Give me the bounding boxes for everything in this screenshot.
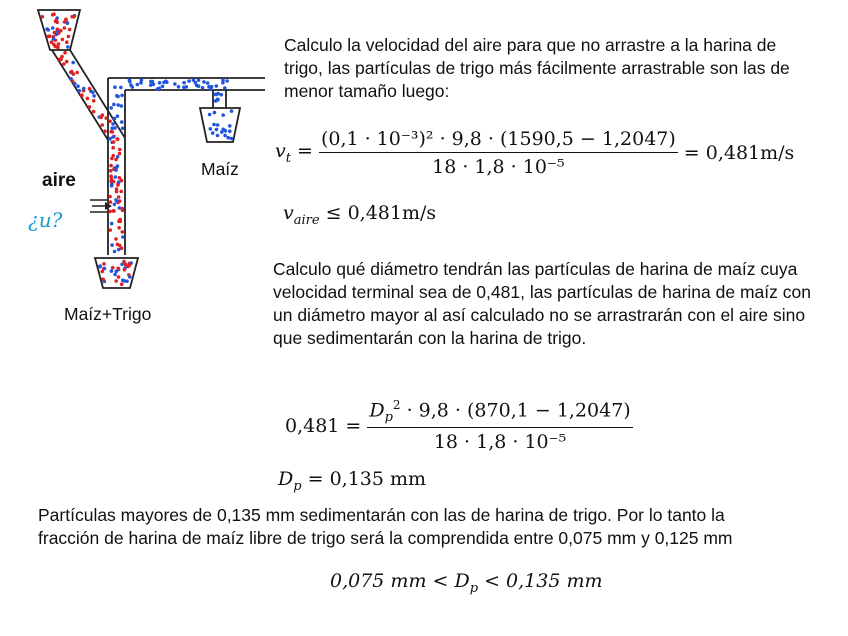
particle-dot bbox=[75, 71, 79, 75]
air-velocity-inequality: $v_{aire} \le 0,481m/s$ bbox=[283, 202, 437, 228]
particle-dot bbox=[123, 268, 127, 272]
particle-dot bbox=[117, 180, 121, 184]
particle-dot bbox=[110, 243, 114, 247]
particle-dot bbox=[177, 85, 181, 89]
particle-dot bbox=[213, 111, 217, 115]
particle-dot bbox=[173, 82, 177, 86]
terminal-velocity-equation: $v_t$ = $\frac{\text{(0,1 · 10⁻³)² · 9,8 · (1590,5 − 1,2047)}}{\text{18 · 1,8 · 10⁻⁵}}$ = 0,481m/s bbox=[275, 128, 795, 178]
particle-dot bbox=[64, 18, 68, 22]
particle-dot bbox=[114, 237, 118, 241]
particle-dot bbox=[110, 177, 114, 181]
particle-dot bbox=[226, 136, 230, 140]
particle-dot bbox=[108, 137, 112, 141]
particle-dot bbox=[201, 86, 205, 90]
particle-dot bbox=[101, 278, 105, 282]
particle-dot bbox=[109, 106, 113, 110]
particle-dot bbox=[98, 265, 102, 269]
particle-dot bbox=[182, 86, 186, 90]
particle-dot bbox=[111, 135, 115, 139]
particle-dot bbox=[214, 93, 218, 97]
particle-dot bbox=[220, 130, 224, 134]
particle-dot bbox=[139, 81, 143, 85]
particle-dot bbox=[113, 117, 117, 121]
diameter-equation: 0,481 = $\frac{D_p^2 \cdot 9,8 \cdot (870,1 - 1,2047)}{\text{18 · 1,8 · 10⁻⁵}}$ bbox=[285, 398, 631, 454]
particle-dot bbox=[161, 85, 165, 89]
particle-dot bbox=[103, 129, 107, 133]
particle-dot bbox=[120, 263, 124, 267]
particle-dot bbox=[57, 42, 61, 46]
particle-dot bbox=[70, 70, 74, 74]
particle-dot bbox=[116, 95, 120, 99]
particle-dot bbox=[208, 113, 212, 117]
particle-dot bbox=[111, 130, 115, 134]
particle-dot bbox=[120, 120, 124, 124]
particle-dot bbox=[225, 79, 229, 83]
maiz-trigo-label: Maíz+Trigo bbox=[64, 304, 152, 324]
particle-dot bbox=[221, 113, 225, 117]
particle-dot bbox=[66, 45, 70, 49]
particle-dot bbox=[120, 282, 124, 286]
particle-dot bbox=[108, 228, 112, 232]
particle-dot bbox=[115, 190, 119, 194]
particle-dot bbox=[206, 81, 210, 85]
particle-dot bbox=[41, 15, 45, 19]
particle-dot bbox=[114, 279, 118, 283]
particle-dot bbox=[118, 176, 122, 180]
particle-dot bbox=[80, 93, 84, 97]
particle-dot bbox=[52, 37, 56, 41]
particle-dot bbox=[202, 80, 206, 84]
conclusion-paragraph: Partículas mayores de 0,135 mm sedimentarán con las de harina de trigo. Por lo tanto la fracción de harina de maíz libre de trigo será la comprendida entre 0,075 mm y 0,125 mm bbox=[38, 505, 733, 548]
particle-dot bbox=[54, 20, 58, 24]
particle-dot bbox=[117, 226, 121, 230]
particle-dot bbox=[71, 79, 75, 83]
particle-dot bbox=[111, 122, 115, 126]
particle-dot bbox=[116, 267, 120, 271]
particle-dot bbox=[136, 83, 140, 87]
diameter-paragraph: Calculo qué diámetro tendrán las partículas de harina de maíz cuya velocidad terminal sea de 0,481, las partículas de harina de maíz con un diámetro mayor al así calculado no se arrastrarán con el aire sino que sedimentarán con la harina de trigo. bbox=[273, 259, 811, 348]
particle-dot bbox=[109, 200, 113, 204]
particle-dot bbox=[162, 81, 166, 85]
particle-dot bbox=[59, 58, 63, 62]
intro-paragraph: Calculo la velocidad del aire para que no arrastre a la harina de trigo, las partículas de trigo más fácilmente arrastrable son las de menor tamaño luego: bbox=[284, 35, 790, 101]
particle-dot bbox=[61, 38, 65, 42]
particle-dot bbox=[67, 35, 71, 39]
particle-dot bbox=[108, 195, 112, 199]
particle-dot bbox=[118, 148, 122, 152]
particle-dot bbox=[211, 131, 215, 135]
particle-dot bbox=[117, 195, 121, 199]
particle-dot bbox=[110, 126, 114, 130]
particle-dot bbox=[108, 120, 112, 124]
particle-dot bbox=[151, 80, 155, 84]
particle-dot bbox=[119, 86, 123, 90]
particle-dot bbox=[88, 105, 92, 109]
particle-dot bbox=[230, 109, 234, 113]
particle-dot bbox=[63, 26, 67, 30]
particle-dot bbox=[112, 103, 116, 107]
particle-dot bbox=[121, 127, 125, 131]
maiz-label: Maíz bbox=[201, 159, 239, 179]
particle-dot bbox=[100, 270, 104, 274]
particle-dot bbox=[110, 157, 114, 161]
particle-dot bbox=[158, 81, 162, 85]
particle-dot bbox=[55, 33, 59, 37]
particle-dot bbox=[63, 51, 67, 55]
particle-dot bbox=[92, 99, 96, 103]
particle-dot bbox=[65, 60, 69, 64]
particle-dot bbox=[216, 134, 220, 138]
particle-dot bbox=[56, 28, 60, 32]
particle-dot bbox=[52, 12, 56, 16]
particle-dot bbox=[47, 28, 51, 32]
particle-dot bbox=[113, 85, 117, 89]
particle-dot bbox=[121, 235, 125, 239]
particle-dot bbox=[111, 266, 115, 270]
particle-dot bbox=[119, 190, 123, 194]
particle-dot bbox=[195, 84, 199, 88]
particle-dot bbox=[228, 129, 232, 133]
particle-dot bbox=[219, 93, 223, 97]
particle-dot bbox=[103, 267, 107, 271]
particle-dot bbox=[109, 164, 113, 168]
particle-dot bbox=[209, 127, 213, 131]
particle-dot bbox=[108, 210, 112, 214]
particle-dot bbox=[88, 87, 92, 91]
particle-dot bbox=[230, 137, 234, 141]
particle-dot bbox=[118, 152, 122, 156]
particle-dot bbox=[187, 79, 191, 83]
particle-dot bbox=[157, 87, 161, 91]
particle-dot bbox=[92, 94, 96, 98]
particle-dot bbox=[214, 99, 218, 103]
particle-dot bbox=[110, 222, 114, 226]
particle-dot bbox=[76, 84, 80, 88]
particle-dot bbox=[223, 86, 227, 90]
particle-dot bbox=[128, 263, 132, 267]
particle-dot bbox=[223, 134, 227, 138]
particle-dot bbox=[116, 114, 120, 118]
particle-dot bbox=[212, 123, 216, 127]
separator-diagram bbox=[0, 0, 280, 300]
particle-dot bbox=[182, 81, 186, 85]
particle-dot bbox=[121, 279, 125, 283]
particle-dot bbox=[221, 78, 225, 82]
air-label: aire bbox=[42, 170, 76, 191]
particle-dot bbox=[116, 243, 120, 247]
particle-dot bbox=[104, 116, 108, 120]
particle-dot bbox=[121, 207, 125, 211]
particle-dot bbox=[131, 85, 135, 89]
particle-dot bbox=[51, 26, 55, 30]
particle-dot bbox=[113, 273, 117, 277]
particle-dot bbox=[111, 146, 115, 150]
particle-dot bbox=[112, 209, 116, 213]
particle-dot bbox=[215, 84, 219, 88]
particle-dot bbox=[114, 168, 118, 172]
particle-dot bbox=[100, 123, 104, 127]
particle-dot bbox=[116, 103, 120, 107]
particle-dot bbox=[128, 78, 132, 82]
particle-dot bbox=[65, 40, 69, 44]
particle-dot bbox=[117, 248, 121, 252]
particle-dot bbox=[113, 203, 117, 207]
particle-dot bbox=[62, 62, 66, 66]
particle-dot bbox=[216, 123, 220, 127]
diameter-range-inequality: 0,075 mm < $D_p < 0,135$ mm bbox=[330, 570, 603, 596]
unknown-velocity-label: ¿u? bbox=[28, 208, 63, 232]
particle-dot bbox=[121, 230, 125, 234]
particle-dot bbox=[113, 250, 117, 254]
particle-dot bbox=[50, 40, 54, 44]
particle-dot bbox=[78, 89, 82, 93]
particle-dot bbox=[210, 85, 214, 89]
diameter-result: $D_p = 0,135$ mm bbox=[278, 468, 427, 494]
particle-dot bbox=[118, 218, 122, 222]
particle-dot bbox=[114, 198, 118, 202]
particle-dot bbox=[114, 158, 118, 162]
particle-dot bbox=[116, 164, 120, 168]
maiz-cup bbox=[200, 108, 240, 142]
particle-dot bbox=[110, 269, 114, 273]
particle-dot bbox=[112, 140, 116, 144]
particle-dot bbox=[114, 175, 118, 179]
particle-dot bbox=[109, 169, 113, 173]
particle-dot bbox=[86, 97, 90, 101]
particle-dot bbox=[116, 137, 120, 141]
particle-dot bbox=[128, 275, 132, 279]
particle-dot bbox=[197, 78, 201, 82]
particle-dot bbox=[120, 104, 124, 108]
particle-dot bbox=[215, 128, 219, 132]
particle-dot bbox=[228, 124, 232, 128]
particle-dot bbox=[120, 94, 124, 98]
particle-dot bbox=[82, 87, 86, 91]
particle-dot bbox=[66, 21, 70, 25]
particle-dot bbox=[71, 61, 75, 65]
particle-dot bbox=[99, 116, 103, 120]
particle-dot bbox=[92, 110, 96, 114]
particle-dot bbox=[48, 34, 52, 38]
particle-dot bbox=[72, 15, 76, 19]
particle-dot bbox=[102, 262, 106, 266]
particle-dot bbox=[117, 275, 121, 279]
particle-dot bbox=[68, 28, 72, 32]
particle-dot bbox=[224, 129, 228, 133]
